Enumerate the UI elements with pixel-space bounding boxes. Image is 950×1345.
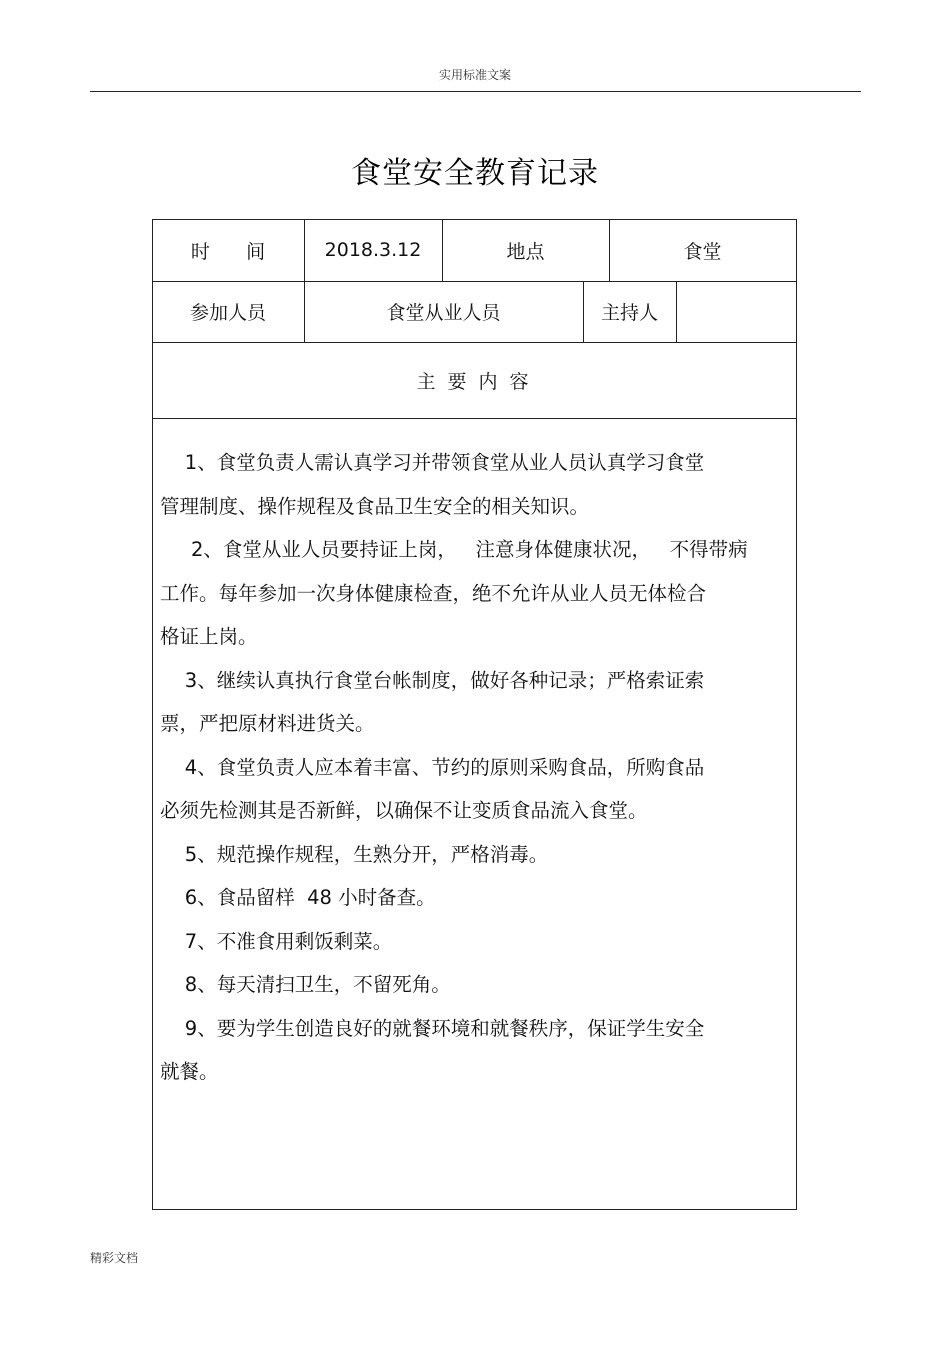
main-content-body: [160, 441, 788, 1094]
content-line: 4、食堂负责人应本着丰富、节约的原则采购食品，所购食品: [160, 755, 705, 779]
page-header-text: 实用标准文案: [438, 68, 511, 82]
content-line: 工作。每年参加一次身体健康检查，绝不允许从业人员无体检合: [160, 581, 707, 605]
content-line: 5、规范操作规程，生熟分开，严格消毒。: [160, 842, 549, 866]
participants-value: 食堂从业人员: [386, 302, 501, 324]
host-value: [676, 281, 796, 342]
participants-label: 参加人员: [189, 302, 266, 324]
content-line: 票，严把原材料进货关。: [160, 712, 375, 735]
content-line: 7、不准食用剩饭剩菜。: [160, 929, 393, 953]
page-title: 食堂安全教育记录: [351, 156, 599, 191]
page-footer-text: 精彩文档: [90, 1251, 139, 1265]
time-label: 时 间: [190, 240, 266, 263]
location-label: 地点: [506, 240, 545, 263]
content-line: 3、继续认真执行食堂台帐制度，做好各种记录；严格索证索: [160, 668, 705, 692]
content-line: 就餐。: [160, 1060, 219, 1083]
host-label: 主持人: [600, 302, 658, 324]
content-line: 必须先检测其是否新鲜，以确保不让变质食品流入食堂。: [160, 799, 648, 822]
time-value: 2018.3.12: [324, 239, 422, 261]
content-line: 2、食堂从业人员要持证上岗， 注意身体健康状况， 不得带病: [160, 538, 748, 561]
content-line: 9、要为学生创造良好的就餐环境和就餐秩序，保证学生安全: [160, 1016, 705, 1040]
header-divider: [90, 91, 861, 92]
content-line: 8、每天清扫卫生，不留死角。: [160, 973, 451, 996]
content-line: 管理制度、操作规程及食品卫生安全的相关知识。: [160, 494, 590, 518]
main-content-label: 主 要 内 容: [416, 370, 532, 393]
content-line: 6、食品留样 48 小时备查。: [160, 886, 436, 909]
table-border-bottom: [152, 1209, 797, 1210]
table-border-right: [796, 219, 797, 1210]
table-row-divider-3: [152, 418, 797, 419]
content-line: 格证上岗。: [160, 625, 258, 648]
location-value: 食堂: [683, 240, 722, 263]
content-line: 1、食堂负责人需认真学习并带领食堂从业人员认真学习食堂: [160, 451, 705, 474]
